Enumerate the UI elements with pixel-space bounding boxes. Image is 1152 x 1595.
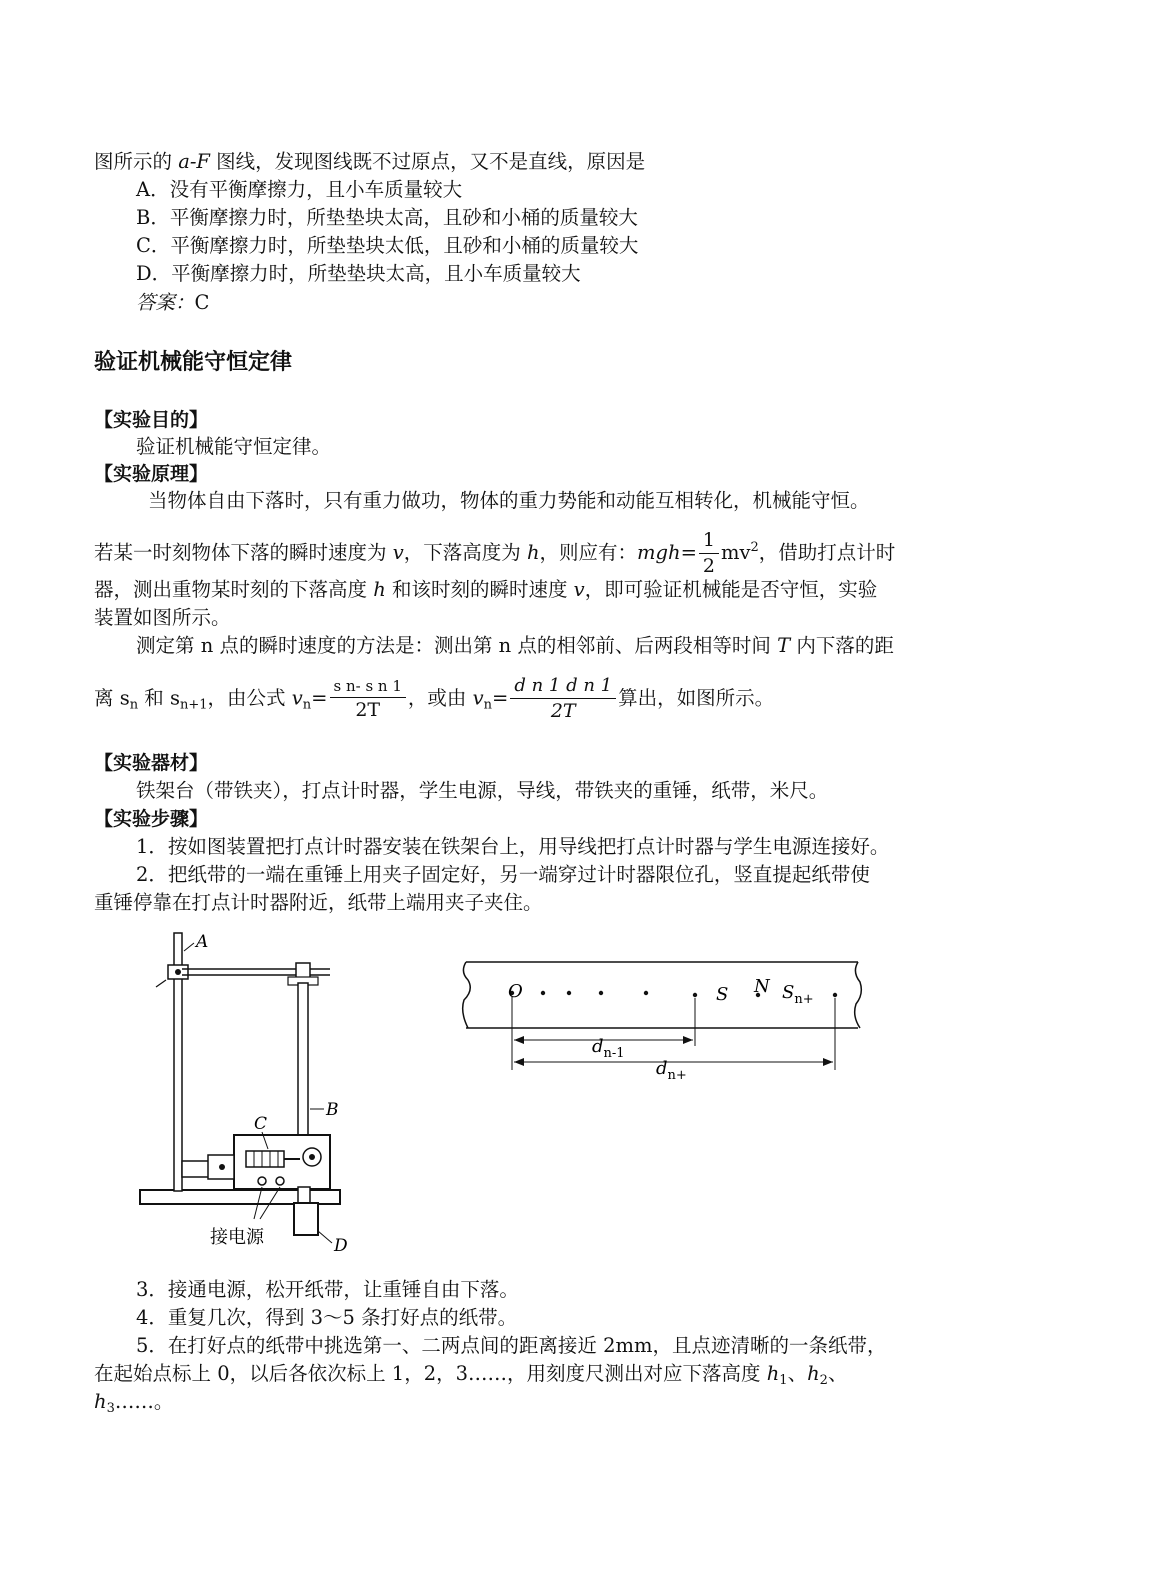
principle-line-4: 装置如图所示。 [94, 606, 231, 629]
step-1: 1．按如图装置把打点计时器安装在铁架台上，用导线把打点计时器与学生电源连接好。 [136, 835, 890, 858]
principle-line-2: 若某一时刻物体下落的瞬时速度为 v，下落高度为 h，则应有：mgh= $\frac{1}{2}$ $mv^2$，借助打点计时 [94, 529, 896, 577]
half-fraction: $\frac{1}{2}$ [699, 531, 719, 576]
step-5b: 在起始点标上 0，以后各依次标上 1，2，3……，用刻度尺测出对应下落高度 $h_1$、$h_2$、 [94, 1362, 848, 1388]
purpose-text: 验证机械能守恒定律。 [136, 435, 332, 458]
equipment-text: 铁架台（带铁夹），打点计时器，学生电源，导线，带铁夹的重锤，纸带，米尺。 [136, 779, 829, 802]
label-n: N [754, 976, 770, 997]
purpose-heading: 【实验目的】 [94, 409, 209, 431]
label-s: S [716, 984, 729, 1005]
label-c: C [254, 1114, 268, 1134]
label-d: D [334, 1236, 348, 1256]
option-a: A．没有平衡摩擦力，且小车质量较大 [136, 178, 463, 201]
terminal-right [276, 1177, 284, 1185]
principle-line-6: 离 $s_n$ 和 $s_{n+1}$，由公式 $v_n=$ $\frac{\text{s n- s n 1}}{2T}$ ，或由 $v_n=$ $\frac{\text{d n 1 d n 1}}{2T}$ 算出，如图所示。 [94, 675, 775, 722]
label-o: O [508, 981, 523, 1002]
answer-line: 答案：C [136, 291, 210, 314]
option-b: B．平衡摩擦力时，所垫垫块太高，且砂和小桶的质量较大 [136, 206, 638, 229]
power-label: 接电源 [210, 1227, 264, 1248]
steps-heading: 【实验步骤】 [94, 808, 209, 830]
velocity-formula-1: $\frac{\text{s n- s n 1}}{2T}$ [330, 679, 406, 720]
question-stem: 图所示的 a-F 图线，发现图线既不过原点，又不是直线，原因是 [94, 150, 646, 173]
apparatus-figure [130, 925, 370, 1260]
terminal-left [258, 1177, 266, 1185]
label-a: A [196, 932, 209, 952]
section-title: 验证机械能守恒定律 [94, 350, 293, 375]
principle-heading: 【实验原理】 [94, 463, 209, 485]
step-4: 4．重复几次，得到 3～5 条打好点的纸带。 [136, 1306, 518, 1329]
equipment-heading: 【实验器材】 [94, 752, 209, 774]
step-5c: $h_3\dots\dots$。 [94, 1390, 174, 1416]
step-5a: 5．在打好点的纸带中挑选第一、二两点间的距离接近 2mm，且点迹清晰的一条纸带， [136, 1334, 887, 1357]
step-3: 3．接通电源，松开纸带，让重锤自由下落。 [136, 1278, 519, 1301]
label-d-n-1: $d_{n-1}$ [592, 1036, 625, 1061]
label-s-next: $S_{n+}$ [782, 982, 814, 1007]
principle-line-1: 当物体自由下落时，只有重力做功，物体的重力势能和动能互相转化，机械能守恒。 [148, 489, 870, 512]
step-2b: 重锤停靠在打点计时器附近，纸带上端用夹子夹住。 [94, 891, 543, 914]
tape-figure [458, 950, 878, 1090]
heavy-weight [294, 1203, 318, 1235]
paper-tape [298, 983, 308, 1155]
step-2a: 2．把纸带的一端在重锤上用夹子固定好，另一端穿过计时器限位孔，竖直提起纸带使 [136, 863, 870, 886]
label-b: B [326, 1100, 339, 1120]
principle-line-3: 器，测出重物某时刻的下落高度 h 和该时刻的瞬时速度 v，即可验证机械能是否守恒，实验 [94, 578, 878, 601]
option-d: D．平衡摩擦力时，所垫垫块太高，且小车质量较大 [136, 262, 581, 285]
option-c: C．平衡摩擦力时，所垫垫块太低，且砂和小桶的质量较大 [136, 234, 639, 257]
label-d-n-plus: $d_{n+}$ [656, 1058, 687, 1083]
principle-line-5: 测定第 n 点的瞬时速度的方法是：测出第 n 点的相邻前、后两段相等时间 T 内下落的距 [136, 634, 894, 657]
velocity-formula-2: $\frac{\text{d n 1 d n 1}}{2T}$ [510, 677, 616, 721]
